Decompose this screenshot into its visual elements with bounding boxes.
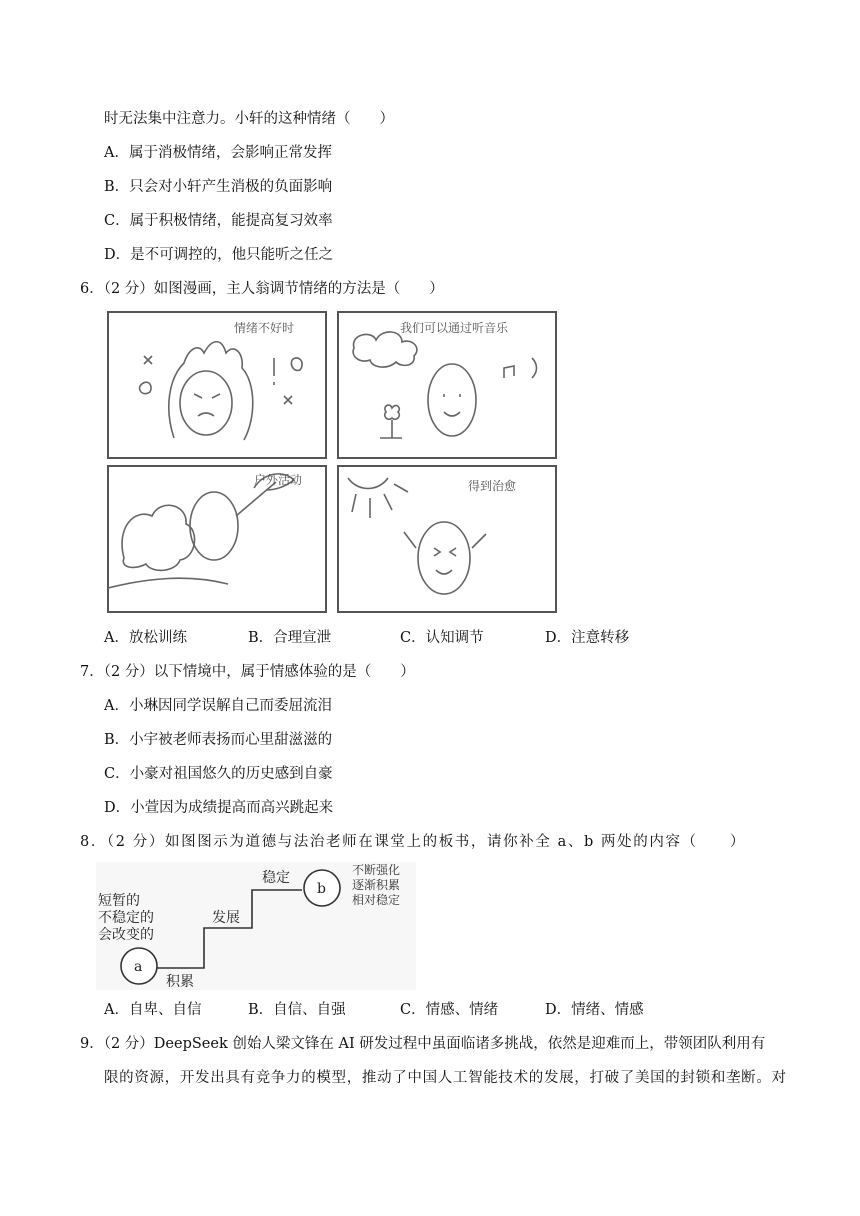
- q6-option-a: A．放松训练: [104, 630, 187, 646]
- q6-option-c: C．认知调节: [400, 630, 484, 646]
- q7-option-a: A．小琳因同学误解自己而委屈流泪: [104, 698, 332, 714]
- comic-panel-3: [108, 466, 326, 612]
- q6-option-d: D．注意转移: [545, 630, 630, 646]
- q7-option-c: C．小豪对祖国悠久的历史感到自豪: [104, 766, 333, 782]
- diagram-step-accumulate: 积累: [166, 974, 194, 990]
- q7-option-d: D．小萱因为成绩提高而高兴跳起来: [104, 800, 334, 816]
- q5-option-a: A．属于消极情绪，会影响正常发挥: [104, 145, 332, 161]
- q5-stem-continuation: 时无法集中注意力。小轩的这种情绪（ ）: [104, 111, 394, 127]
- q6-option-b: B．合理宣泄: [248, 630, 332, 646]
- diagram-right-desc-2: 逐渐积累: [352, 878, 401, 892]
- circle-b-label: b: [317, 881, 326, 897]
- q8-option-a: A．自卑、自信: [104, 1002, 202, 1018]
- diagram-left-desc-2: 不稳定的: [98, 910, 154, 926]
- circle-a-label: a: [134, 959, 143, 975]
- diagram-step-stable: 稳定: [262, 870, 290, 886]
- diagram-right-desc-3: 相对稳定: [352, 893, 401, 907]
- diagram-step-develop: 发展: [212, 910, 240, 926]
- q8-options: [0, 1000, 860, 1020]
- angry-character-icon: [140, 342, 303, 440]
- q6-stem: 6．（2 分）如图漫画，主人翁调节情绪的方法是（ ）: [80, 281, 444, 297]
- q8-option-b: B．自信、自强: [248, 1002, 346, 1018]
- q8-blackboard-diagram: [96, 862, 416, 990]
- q6-options: [0, 628, 860, 648]
- q8-option-c: C．情感、情绪: [400, 1002, 499, 1018]
- q8-stem: 8．（2 分）如图图示为道德与法治老师在课堂上的板书，请你补全 a、b 两处的内容（ ）: [80, 834, 746, 850]
- q9-stem-line-2: 限的资源，开发出具有竞争力的模型，推动了中国人工智能技术的发展，打破了美国的封锁和垄断。对: [104, 1070, 786, 1086]
- q5-option-c: C．属于积极情绪，能提高复习效率: [104, 213, 333, 229]
- q9-stem-line-1: 9．（2 分）DeepSeek 创始人梁文锋在 AI 研发过程中虽面临诸多挑战，依然是迎难而上，带领团队利用有: [80, 1036, 766, 1052]
- q8-option-d: D．情绪、情感: [545, 1002, 644, 1018]
- comic-panel-3-caption: 户外活动: [254, 473, 303, 487]
- q7-option-b: B．小宇被老师表扬而心里甜滋滋的: [104, 732, 333, 748]
- q7-stem: 7．（2 分）以下情境中，属于情感体验的是（ ）: [80, 664, 415, 680]
- comic-panel-2-caption: 我们可以通过听音乐: [400, 321, 509, 335]
- diagram-left-desc-1: 短暂的: [98, 893, 140, 909]
- comic-panel-1-caption: 情绪不好时: [234, 321, 295, 335]
- music-character-icon: [353, 332, 536, 438]
- happy-character-icon: [348, 478, 486, 594]
- outdoor-character-icon: [108, 474, 294, 588]
- comic-illustration: [104, 308, 560, 616]
- comic-panel-4-caption: 得到治愈: [468, 479, 517, 493]
- q6-comic: [104, 308, 560, 616]
- diagram-left-desc-3: 会改变的: [98, 927, 154, 943]
- diagram-right-desc-1: 不断强化: [352, 863, 401, 877]
- q5-option-d: D．是不可调控的，他只能听之任之: [104, 247, 334, 263]
- q5-option-b: B．只会对小轩产生消极的负面影响: [104, 179, 333, 195]
